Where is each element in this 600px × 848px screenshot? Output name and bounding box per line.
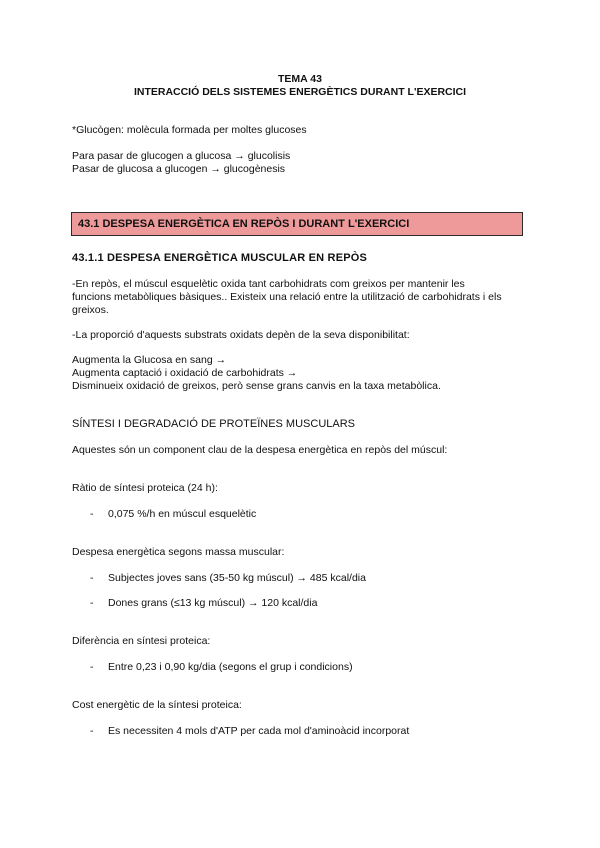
topic-title: INTERACCIÓ DELS SISTEMES ENERGÈTICS DURANT L'EXERCICI [133, 86, 467, 98]
section-header-box [71, 212, 523, 236]
energy-item-young: Subjectes joves sans (35-50 kg múscul) → 485 kcal/dia [108, 572, 366, 584]
carbohydrate-oxidation-line: Augmenta captació i oxidació de carbohidrats → [72, 367, 298, 379]
bullet-dash: - [90, 508, 94, 520]
difference-label: Diferència en síntesi proteica: [72, 635, 211, 647]
difference-item: Entre 0,23 i 0,90 kg/dia (segons el grup i condicions) [108, 661, 353, 673]
cost-label: Cost energètic de la síntesi proteica: [72, 699, 242, 711]
rest-paragraph-line-1: -En repòs, el múscul esquelètic oxida tant carbohidrats com greixos per mantenir les [72, 278, 465, 290]
bullet-dash: - [90, 661, 94, 673]
synthesis-rate-item: 0,075 %/h en múscul esquelètic [108, 508, 257, 520]
rest-paragraph-line-3: greixos. [72, 304, 109, 316]
bullet-dash: - [90, 572, 94, 584]
cost-item: Es necessiten 4 mols d'ATP per cada mol d'aminoàcid incorporat [108, 725, 410, 737]
rest-paragraph-line-2: funcions metabòliques bàsiques.. Existeix una relació entre la utilització de carbohidrats i els [72, 291, 502, 303]
glycogenesis-note: Pasar de glucosa a glucogen → glucogènesis [72, 163, 286, 175]
glucose-increase-line: Augmenta la Glucosa en sang → [72, 354, 227, 366]
substrate-proportion-text: -La proporció d'aquests substrats oxidats depèn de la seva disponibilitat: [72, 329, 410, 341]
proteins-heading: SÍNTESI I DEGRADACIÓ DE PROTEÏNES MUSCULARS [72, 418, 355, 430]
bullet-dash: - [90, 725, 94, 737]
bullet-dash: - [90, 597, 94, 609]
subsection-title: 43.1.1 DESPESA ENERGÈTICA MUSCULAR EN REPÒS [72, 252, 368, 264]
synthesis-rate-label: Ràtio de síntesi proteica (24 h): [72, 482, 218, 494]
glycolysis-note: Para pasar de glucogen a glucosa → glucolisis [72, 150, 291, 162]
fat-oxidation-line: Disminueix oxidació de greixos, però sense grans canvis en la taxa metabòlica. [72, 380, 441, 392]
energy-item-older-women: Dones grans (≤13 kg múscul) → 120 kcal/dia [108, 597, 318, 609]
topic-number: TEMA 43 [278, 73, 322, 85]
section-title: 43.1 DESPESA ENERGÈTICA EN REPÒS I DURANT L'EXERCICI [78, 218, 410, 230]
glycogen-definition: *Glucògen: molècula formada per moltes glucoses [72, 124, 307, 136]
proteins-intro: Aquestes són un component clau de la despesa energètica en repòs del múscul: [72, 444, 448, 456]
energy-by-mass-label: Despesa energètica segons massa muscular: [72, 546, 285, 558]
